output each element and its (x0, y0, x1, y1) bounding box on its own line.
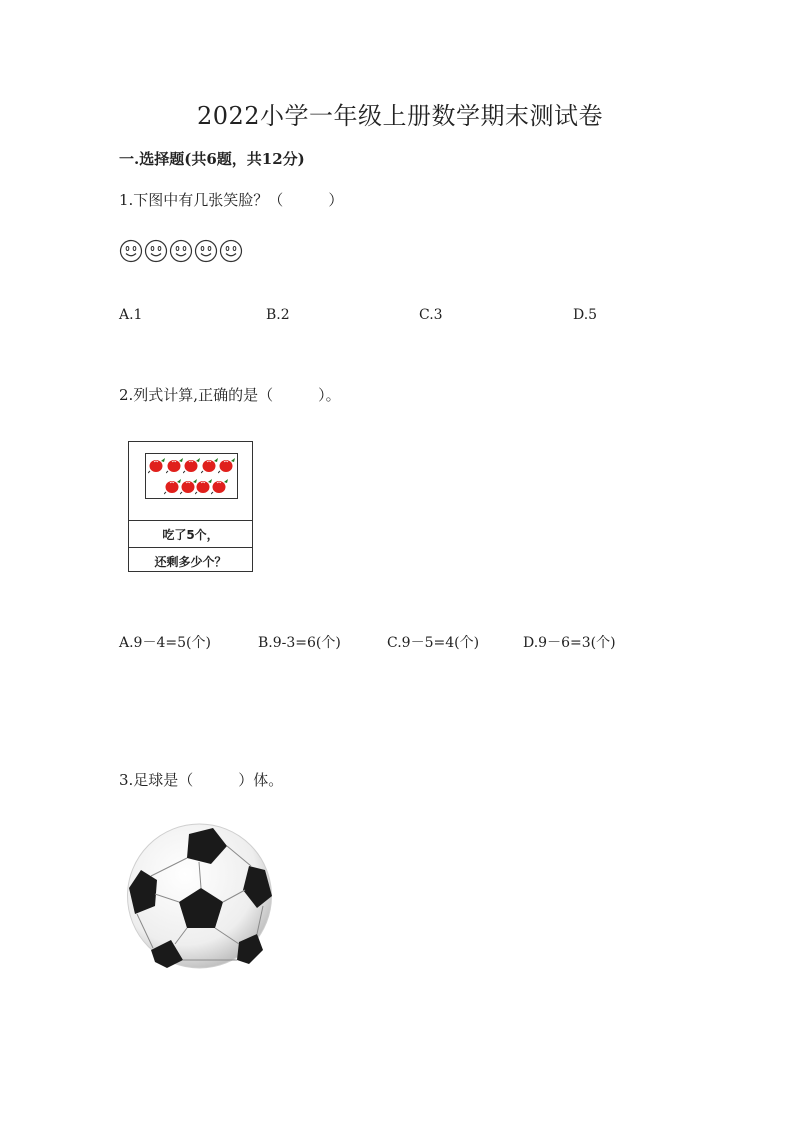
q2-option-b: B.9-3=6(个) (258, 635, 341, 651)
radish-frame (145, 453, 238, 499)
radish-icon (211, 477, 229, 495)
q2-option-a: A.9－4=5(个) (119, 635, 211, 651)
radish-card (128, 441, 253, 572)
smiley-faces (119, 239, 243, 263)
smiley-face-icon (169, 239, 193, 263)
question-3-text: 3.足球是（ ）体。 (119, 771, 284, 789)
radish-icon (218, 456, 236, 474)
radish-icon (201, 456, 219, 474)
radish-icon (183, 456, 201, 474)
smiley-face-icon (194, 239, 218, 263)
radish-icon (166, 456, 184, 474)
smiley-face-icon (219, 239, 243, 263)
card-line-eaten: 吃了5个， (129, 521, 252, 548)
soccer-ball-image (127, 822, 272, 970)
q1-option-c: C.3 (419, 307, 443, 323)
q1-option-d: D.5 (573, 307, 598, 323)
section-heading: 一.选择题(共6题，共12分) (119, 150, 305, 168)
q2-option-d: D.9－6=3(个) (523, 635, 616, 651)
question-2-text: 2.列式计算,正确的是（ ）。 (119, 386, 341, 404)
question-1-text: 1.下图中有几张笑脸？（ ） (119, 191, 344, 209)
radish-picture (129, 442, 252, 521)
page-title: 2022小学一年级上册数学期末测试卷 (196, 102, 604, 130)
card-line-remaining: 还剩多少个？ (154, 554, 227, 569)
q1-option-b: B.2 (266, 307, 290, 323)
q2-option-c: C.9－5=4(个) (387, 635, 480, 651)
smiley-face-icon (144, 239, 168, 263)
smiley-face-icon (119, 239, 143, 263)
radish-icon (148, 456, 166, 474)
q1-option-a: A.1 (119, 307, 143, 323)
